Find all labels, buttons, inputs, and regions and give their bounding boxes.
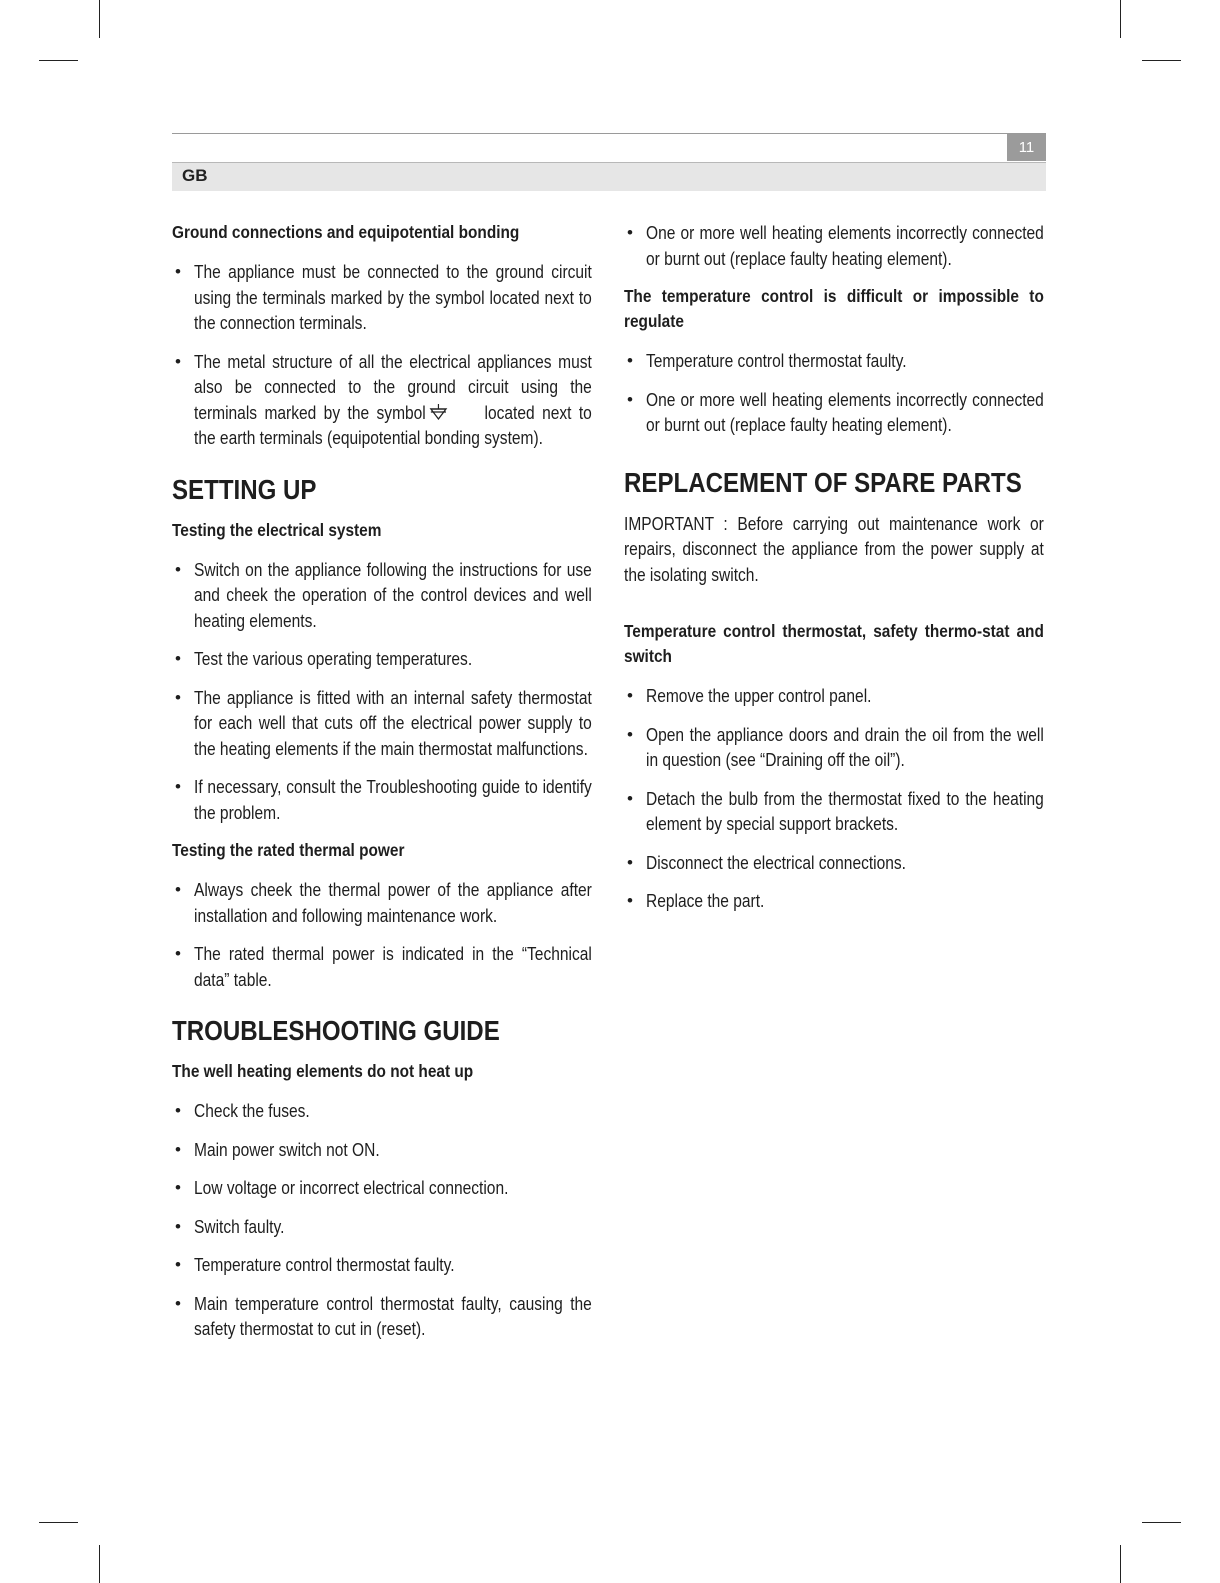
testing-power-list	[172, 877, 592, 992]
section-subtitle: Testing the rated thermal power	[172, 840, 405, 860]
temp-control-list	[624, 348, 1044, 438]
page-number: 11	[1007, 134, 1046, 161]
list-item: • The appliance is fitted with an internal safety thermostat for each well that cuts off the electrical power supply to the heating elements if the main thermostat malfunctions.	[172, 685, 592, 762]
ground-list	[172, 259, 592, 451]
list-item: • Always cheek the thermal power of the appliance after installation and following maintenance work.	[172, 877, 592, 928]
list-item: • Main temperature control thermostat faulty, causing the safety thermostat to cut in (reset).	[172, 1291, 592, 1342]
list-item: • The rated thermal power is indicated in the “Technical data” table.	[172, 941, 592, 992]
language-label: GB	[182, 166, 208, 185]
list-item-text: The metal structure of all the electrical appliances must also be connected to the ground circuit using the terminals marked by the symbol located next to the earth terminals (equipotential bonding system).	[194, 350, 592, 448]
crop-mark	[99, 1545, 100, 1583]
crop-mark	[1142, 60, 1181, 61]
list-item: • Temperature control thermostat faulty.	[624, 348, 1044, 374]
list-item: • Main power switch not ON.	[172, 1137, 592, 1163]
list-item-text: Replace the part.	[646, 890, 765, 911]
list-item-text: Temperature control thermostat faulty.	[646, 350, 907, 371]
list-item-text: Low voltage or incorrect electrical connection.	[194, 1177, 509, 1198]
list-item: • Remove the upper control panel.	[624, 683, 1044, 709]
list-item: • Replace the part.	[624, 888, 1044, 914]
section-subtitle: The temperature control is difficult or impossible to regulate	[624, 286, 1044, 331]
list-item-text: Detach the bulb from the thermostat fixed to the heating element by special support brackets.	[646, 787, 1044, 834]
crop-mark	[99, 0, 100, 38]
list-item-text: Switch on the appliance following the instructions for use and cheek the operation of the control devices and well heating elements.	[194, 558, 592, 631]
testing-electrical-list	[172, 557, 592, 826]
language-bar	[172, 162, 1046, 191]
no-heat-list	[172, 1098, 592, 1342]
crop-mark	[1142, 1522, 1181, 1523]
list-item-text: The rated thermal power is indicated in the “Technical data” table.	[194, 943, 592, 990]
list-item: • If necessary, consult the Troubleshooting guide to identify the problem.	[172, 774, 592, 825]
section-subtitle: Testing the electrical system	[172, 519, 382, 540]
crop-mark	[1120, 1545, 1121, 1583]
list-item-text: Disconnect the electrical connections.	[646, 851, 907, 873]
section-subtitle: Temperature control thermostat, safety thermo-stat and switch	[624, 621, 1044, 666]
list-item-text: Check the fuses.	[194, 1100, 310, 1121]
list-item: • Test the various operating temperatures.	[172, 646, 592, 672]
list-item: • One or more well heating elements incorrectly connected or burnt out (replace faulty heating element).	[624, 220, 1044, 271]
list-item-text: Always cheek the thermal power of the appliance after installation and following maintenance work.	[194, 879, 592, 926]
equipotential-bonding-icon	[429, 404, 447, 420]
no-heat-continued-list	[624, 220, 1044, 271]
list-item-text: Open the appliance doors and drain the oil from the well in question (see “Draining off the oil”).	[646, 723, 1044, 770]
crop-mark	[39, 1522, 78, 1523]
list-item-text: The appliance must be connected to the ground circuit using the terminals marked by the symbol located next to the connection terminals.	[194, 261, 592, 333]
crop-mark	[1120, 0, 1121, 38]
list-item-text: One or more well heating elements incorrectly connected or burnt out (replace faulty heating element).	[646, 388, 1044, 435]
list-item: • Check the fuses.	[172, 1098, 592, 1124]
list-item-text: If necessary, consult the Troubleshooting guide to identify the problem.	[194, 776, 592, 823]
header-rule	[172, 133, 1046, 134]
section-subtitle: Ground connections and equipotential bonding	[172, 222, 520, 242]
crop-mark	[39, 60, 78, 61]
list-item: • The metal structure of all the electrical appliances must also be connected to the ground circuit using the terminals marked by the symbol located next to the earth terminals (equipotential bonding system).	[172, 349, 592, 451]
important-note: IMPORTANT : Before carrying out maintenance work or repairs, disconnect the appliance from the power supply at the isolating switch.	[624, 512, 1044, 585]
list-item-text: Remove the upper control panel.	[646, 685, 872, 706]
section-title: TROUBLESHOOTING GUIDE	[172, 1015, 500, 1046]
section-title: REPLACEMENT OF SPARE PARTS	[624, 466, 1022, 498]
list-item-text: One or more well heating elements incorrectly connected or burnt out (replace faulty heating element).	[646, 222, 1044, 269]
list-item: • Low voltage or incorrect electrical connection.	[172, 1175, 592, 1201]
list-item-text: Test the various operating temperatures.	[194, 648, 473, 669]
list-item: • Open the appliance doors and drain the oil from the well in question (see “Draining off the oil”).	[624, 722, 1044, 773]
right-column	[624, 220, 1044, 927]
list-item: • Detach the bulb from the thermostat fixed to the heating element by special support brackets.	[624, 786, 1044, 837]
list-item: • Switch faulty.	[172, 1214, 592, 1240]
section-title: SETTING UP	[172, 473, 317, 505]
list-item: • Disconnect the electrical connections.	[624, 850, 1044, 876]
list-item-text: Main temperature control thermostat faulty, causing the safety thermostat to cut in (reset).	[194, 1292, 592, 1339]
section-subtitle: The well heating elements do not heat up	[172, 1061, 474, 1081]
list-item-text: Temperature control thermostat faulty.	[194, 1254, 455, 1275]
thermostat-list	[624, 683, 1044, 914]
left-column	[172, 220, 592, 1355]
list-item: • One or more well heating elements incorrectly connected or burnt out (replace faulty heating element).	[624, 387, 1044, 438]
list-item: • The appliance must be connected to the ground circuit using the terminals marked by the symbol located next to the connection terminals.	[172, 259, 592, 336]
list-item-text: The appliance is fitted with an internal safety thermostat for each well that cuts off the electrical power supply to the heating elements if the main thermostat malfunctions.	[194, 686, 592, 759]
list-item-text: Main power switch not ON.	[194, 1138, 380, 1160]
list-item-text: Switch faulty.	[194, 1215, 285, 1237]
list-item: • Temperature control thermostat faulty.	[172, 1252, 592, 1278]
list-item: • Switch on the appliance following the instructions for use and cheek the operation of the control devices and well heating elements.	[172, 557, 592, 634]
